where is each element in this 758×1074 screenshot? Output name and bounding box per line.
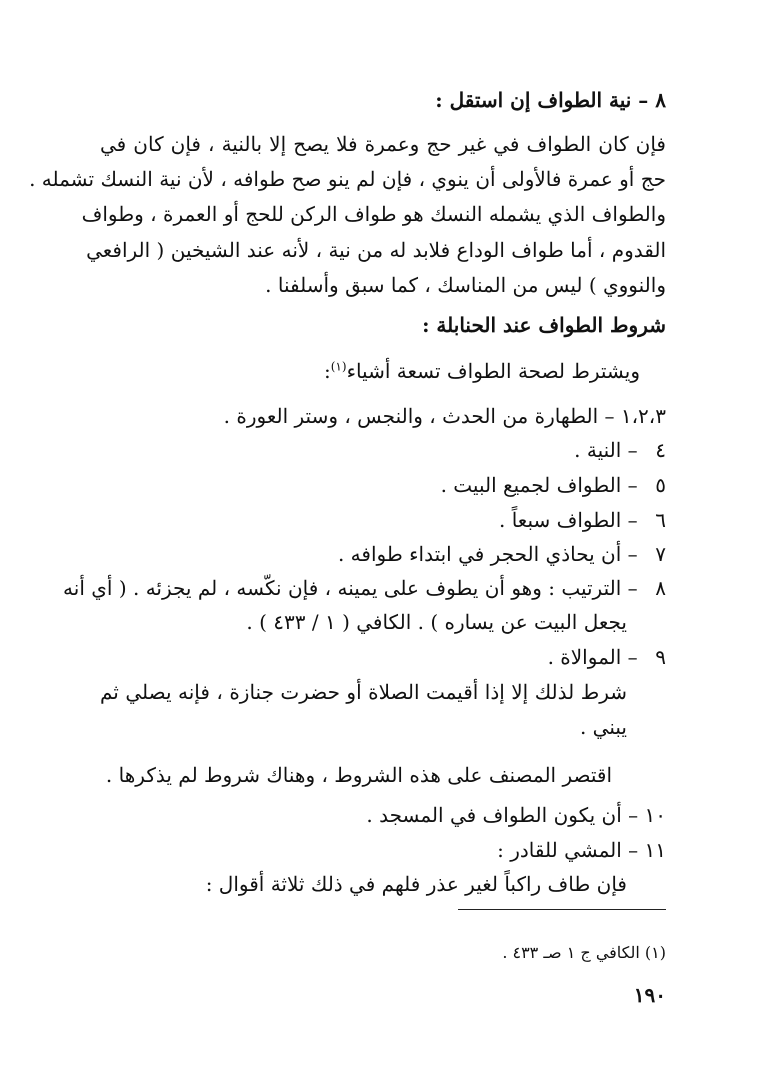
section-heading: ٨ – نية الطواف إن استقل : <box>435 88 666 112</box>
note-line: شرط لذلك إلا إذا أقيمت الصلاة أو حضرت جنازة ، فإنه يصلي ثم <box>100 680 627 704</box>
note-line: يبني . <box>579 715 627 739</box>
condition-text: – الترتيب : وهو أن يطوف على يمينه ، فإن نكّسه ، لم يجزئه . ( أي أنه <box>63 576 638 600</box>
condition-9 <box>548 643 666 671</box>
condition-8-continued: يجعل البيت عن يساره ) . الكافي ( ١ / ٤٣٣ ) . <box>246 610 627 634</box>
footnote-separator <box>458 909 666 910</box>
condition-7 <box>338 540 666 568</box>
condition-8 <box>63 574 666 602</box>
condition-text: – الطواف لجميع البيت . <box>440 473 638 497</box>
paragraph-line: فإن كان الطواف في غير حج وعمرة فلا يصح إلا بالنية ، فإن كان في <box>100 132 666 156</box>
condition-number: ٧ <box>655 542 666 566</box>
paragraph-line: والطواف الذي يشمله النسك هو طواف الركن للحج أو العمرة ، وطواف <box>81 202 666 226</box>
subheading: شروط الطواف عند الحنابلة : <box>422 313 666 337</box>
paragraph-line: حج أو عمرة فالأولى أن ينوي ، فإن لم ينو صح طوافه ، لأن نية النسك تشمله . <box>29 167 666 191</box>
paragraph-line: والنووي ) ليس من المناسك ، كما سبق وأسلفنا . <box>265 273 666 297</box>
condition-1-3: ١،٢،٣ – الطهارة من الحدث ، والنجس ، وستر العورة . <box>223 404 666 428</box>
condition-number: ٤ <box>655 438 666 462</box>
condition-4 <box>574 436 666 464</box>
page-number: ١٩٠ <box>633 983 666 1007</box>
condition-text: – أن يحاذي الحجر في ابتداء طوافه . <box>337 542 638 566</box>
condition-11-detail: فإن طاف راكباً لغير عذر فلهم في ذلك ثلاثة أقوال : <box>205 872 627 896</box>
condition-number: ٥ <box>655 473 666 497</box>
condition-text: – النية . <box>574 438 638 462</box>
intro-text: ويشترط لصحة الطواف تسعة أشياء <box>346 359 640 383</box>
condition-number: ٨ <box>655 576 666 600</box>
condition-text: – الموالاة . <box>547 645 638 669</box>
condition-number: ٩ <box>655 645 666 669</box>
paragraph-line: القدوم ، أما طواف الوداع فلابد له من نية ، لأنه عند الشيخين ( الرافعي <box>86 238 666 262</box>
condition-text: – الطواف سبعاً . <box>498 508 638 532</box>
condition-6 <box>499 506 666 534</box>
condition-11: ١١ – المشي للقادر : <box>497 838 666 862</box>
condition-5 <box>441 471 666 499</box>
footnote-ref: (١) <box>330 359 347 374</box>
intro-line <box>324 357 640 385</box>
condition-number: ٦ <box>655 508 666 532</box>
author-remark: اقتصر المصنف على هذه الشروط ، وهناك شروط لم يذكرها . <box>105 763 612 787</box>
condition-10: ١٠ – أن يكون الطواف في المسجد . <box>366 803 666 827</box>
footnote: (١) الكافي ج ١ صـ ٤٣٣ . <box>502 943 666 962</box>
intro-colon: : <box>323 359 331 383</box>
